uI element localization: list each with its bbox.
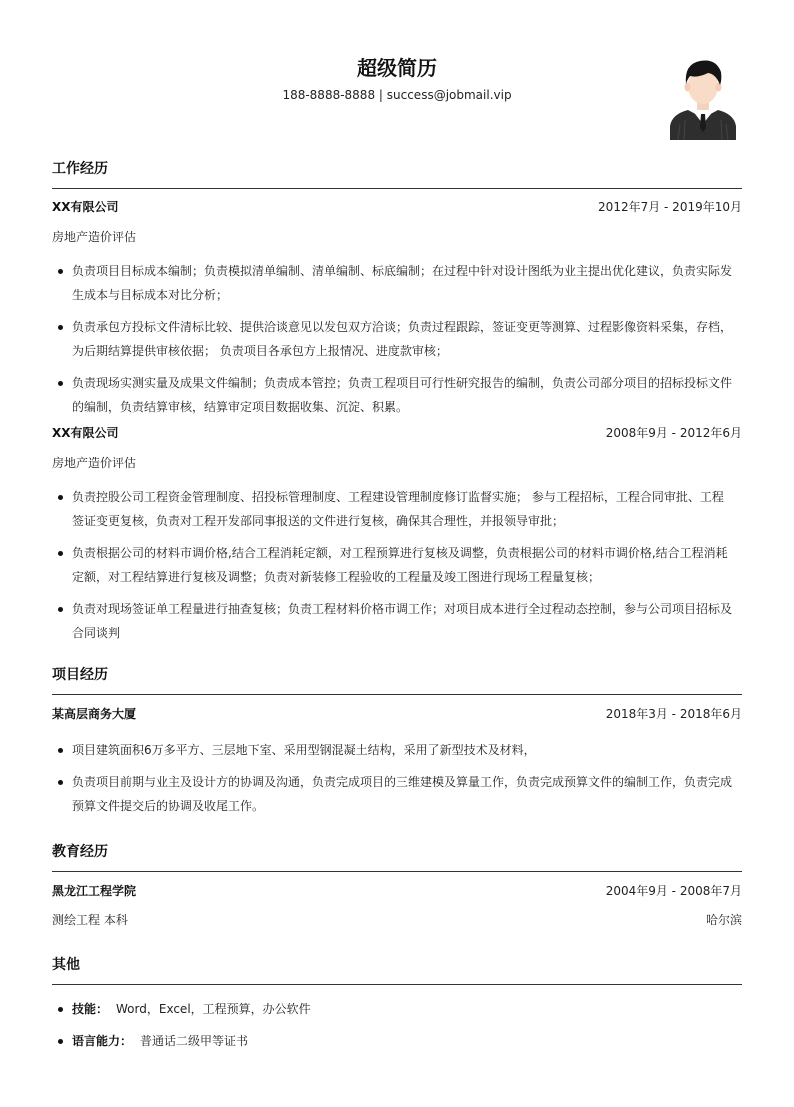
- responsibility-list: [52, 259, 742, 419]
- list-item: [52, 997, 742, 1021]
- item-value: 普通话二级甲等证书: [140, 1034, 249, 1048]
- education-section: [52, 840, 742, 872]
- company-name: XX有限公司: [52, 426, 119, 440]
- list-item: 负责对现场签证单工程量进行抽查复核；负责工程材料价格市调工作；对项目成本进行全过程动态控制，参与公司项目招标及合同谈判: [52, 597, 742, 645]
- section-title: 项目经历: [52, 667, 108, 683]
- list-item: [52, 1029, 742, 1053]
- responsibility-list: [52, 485, 742, 645]
- work-entry: [52, 198, 742, 427]
- school-city: 哈尔滨: [705, 913, 742, 927]
- project-entry: [52, 705, 742, 826]
- list-item: 负责项目目标成本编制；负责模拟清单编制、清单编制、标底编制；在过程中针对设计图纸为业主提出优化建议，负责实际发生成本与目标成本对比分析；: [52, 259, 742, 307]
- list-item: 负责现场实测实量及成果文件编制；负责成本管控；负责工程项目可行性研究报告的编制，负责公司部分项目的招标投标文件的编制，负责结算审核，结算审定项目数据收集、沉淀、积累。: [52, 371, 742, 419]
- project-detail-list: [52, 738, 742, 818]
- item-value: Word，Excel，工程预算，办公软件: [116, 1002, 311, 1016]
- project-section: [52, 663, 742, 695]
- avatar: [668, 54, 738, 140]
- item-key: 技能：: [72, 1002, 109, 1016]
- list-item: 负责根据公司的材料市调价格,结合工程消耗定额，对工程预算进行复核及调整，负责根据公司的材料市调价格,结合工程消耗定额，对工程结算进行复核及调整；负责对新装修工程验收的工程量及竣工图进行现场工程量复核；: [52, 541, 742, 589]
- section-title: 教育经历: [52, 844, 108, 860]
- date-range: 2018年3月 - 2018年6月: [605, 707, 742, 721]
- project-name: 某高层商务大厦: [52, 707, 137, 721]
- section-title: 工作经历: [52, 161, 108, 177]
- company-name: XX有限公司: [52, 200, 119, 214]
- other-list: [52, 997, 742, 1053]
- list-item: 项目建筑面积6万多平方、三层地下室、采用型钢混凝土结构，采用了新型技术及材料，: [52, 738, 742, 762]
- section-divider: [52, 871, 742, 872]
- section-title: 其他: [52, 957, 80, 973]
- candidate-name: 超级简历: [357, 56, 437, 80]
- school-name: 黑龙江工程学院: [52, 884, 137, 898]
- section-divider: [52, 188, 742, 189]
- date-range: 2004年9月 - 2008年7月: [605, 884, 742, 898]
- job-role: 房地产造价评估: [52, 230, 137, 244]
- resume-header: [52, 0, 742, 150]
- major-degree: 测绘工程 本科: [52, 913, 128, 927]
- item-key: 语言能力：: [72, 1034, 133, 1048]
- list-item: 负责控股公司工程资金管理制度、招投标管理制度、工程建设管理制度修订监督实施； 参与工程招标，工程合同审批、工程签证变更复核，负责对工程开发部同事报送的文件进行复核，确保其合理性，并报领导审批；: [52, 485, 742, 533]
- education-entry: [52, 882, 742, 928]
- list-item: 负责项目前期与业主及设计方的协调及沟通，负责完成项目的三维建模及算量工作，负责完成预算文件的编制工作，负责完成预算文件提交后的协调及收尾工作。: [52, 770, 742, 818]
- work-entry: [52, 424, 742, 653]
- job-role: 房地产造价评估: [52, 456, 137, 470]
- date-range: 2012年7月 - 2019年10月: [598, 200, 742, 214]
- list-item: 负责承包方投标文件清标比较、提供洽谈意见以发包双方洽谈；负责过程跟踪，签证变更等测算、过程影像资料采集，存档，为后期结算提供审核依据； 负责项目各承包方上报情况、进度款审核；: [52, 315, 742, 363]
- contact-info: 188-8888-8888 | success@jobmail.vip: [282, 88, 512, 102]
- section-divider: [52, 984, 742, 985]
- other-section: [52, 953, 742, 1061]
- resume-page: [52, 0, 742, 1107]
- section-divider: [52, 694, 742, 695]
- date-range: 2008年9月 - 2012年6月: [605, 426, 742, 440]
- work-section: [52, 157, 742, 189]
